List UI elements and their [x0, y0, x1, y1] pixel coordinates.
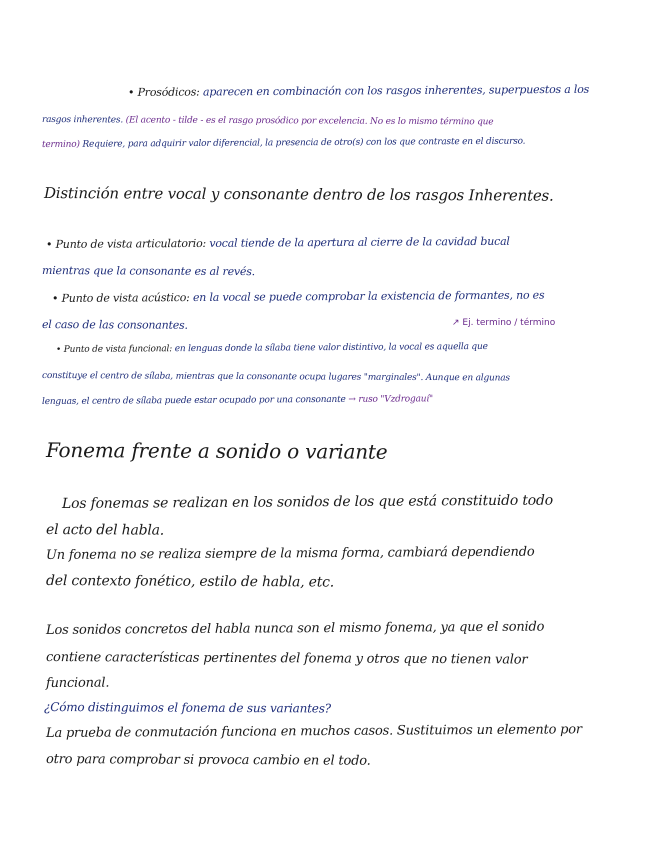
funcional-text-3: lenguas, el centro de sílaba puede estar ocupado por una consonante — [41, 394, 346, 407]
funcional-text-1: en lenguas donde la sílaba tiene valor distintivo, la vocal es aquella que — [174, 341, 488, 355]
prosodicos-text-2: rasgos inherentes. — [41, 115, 124, 126]
funcional-label: • Punto de vista funcional: — [55, 344, 173, 355]
paragraph1-line-4: del contexto fonético, estilo de habla, etc. — [45, 573, 335, 591]
question-line: ¿Cómo distinguimos el fonema de sus variantes? — [43, 700, 331, 716]
paragraph1-line-2: el acto del habla. — [45, 522, 165, 539]
prosodicos-line-3 — [42, 137, 525, 150]
paragraph1-line-1: Los fonemas se realizan en los sonidos de los que está constituido todo — [61, 492, 554, 512]
funcional-line-2: constituye el centro de sílaba, mientras que la consonante ocupa lugares "marginales". Aunque en algunas — [41, 371, 510, 384]
articulatorio-label: • Punto de vista articulatorio: — [45, 236, 207, 251]
paragraph3-line-2: otro para comprobar si provoca cambio en el todo. — [45, 752, 371, 769]
heading-fonema: Fonema frente a sonido o variante — [45, 438, 388, 464]
articulatorio-line-2: mientras que la consonante es al revés. — [41, 264, 256, 279]
arrow-right-icon: → — [348, 394, 356, 405]
prosodicos-line-2 — [42, 115, 493, 127]
prosodicos-purple-note-2: termino) — [41, 139, 80, 150]
prosodicos-text-1: aparecen en combinación con los rasgos inherentes, superpuestos a los — [202, 82, 590, 99]
heading-distincion: Distinción entre vocal y consonante dentro de los rasgos Inherentes. — [43, 184, 554, 205]
funcional-example-note — [452, 318, 555, 328]
acustico-text-1: en la vocal se puede comprobar la existencia de formantes, no es — [192, 288, 545, 305]
funcional-line-1 — [56, 342, 488, 355]
funcional-example: ruso "Vzdrogauí" — [358, 394, 433, 405]
paragraph1-line-3: Un fonema no se realiza siempre de la misma forma, cambiará dependiendo — [45, 544, 535, 563]
prosodicos-label: • Prosódicos: — [127, 85, 200, 99]
arrow-up-icon: ↗ — [452, 318, 460, 328]
acustico-line-1 — [52, 289, 545, 305]
paragraph2-line-3: funcional. — [45, 675, 110, 691]
articulatorio-text-1: vocal tiende de la apertura al cierre de la cavidad bucal — [209, 234, 510, 250]
funcional-note-text: Ej. termino / término — [462, 318, 556, 328]
prosodicos-line-1 — [128, 83, 589, 99]
acustico-line-2: el caso de las consonantes. — [41, 318, 188, 332]
acustico-label: • Punto de vista acústico: — [51, 291, 190, 305]
prosodicos-text-3: Requiere, para adquirir valor diferencial, la presencia de otro(s) con los que contraste en el discurso. — [82, 136, 526, 150]
prosodicos-purple-note-1: (El acento - tilde - es el rasgo prosódico por excelencia. No es lo mismo término que — [125, 115, 494, 128]
paragraph3-line-1: La prueba de conmutación funciona en muchos casos. Sustituimos un elemento por — [45, 722, 582, 741]
articulatorio-line-1 — [46, 235, 510, 251]
funcional-line-3 — [42, 394, 433, 407]
paragraph2-line-2: contiene características pertinentes del fonema y otros que no tienen valor — [45, 650, 528, 668]
paragraph2-line-1: Los sonidos concretos del habla nunca son el mismo fonema, ya que el sonido — [45, 619, 545, 638]
